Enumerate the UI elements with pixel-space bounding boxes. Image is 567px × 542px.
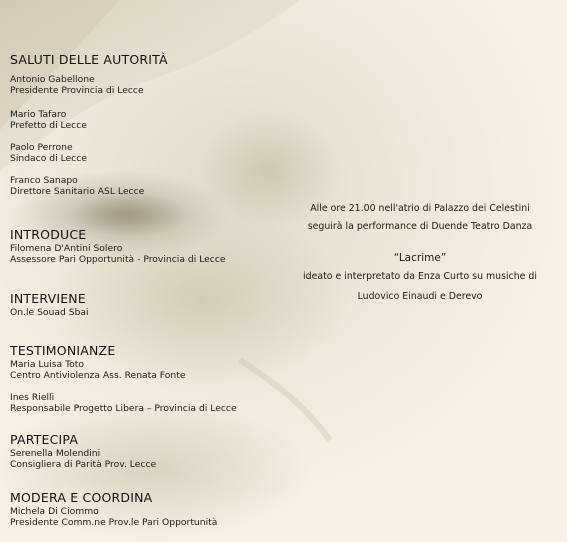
person-role: Responsabile Progetto Libera – Provincia di Lecce [10, 403, 237, 414]
person-name: Ines Rielli [10, 392, 55, 403]
person-name: Mario Tafaro [10, 109, 67, 120]
person-role: Assessore Pari Opportunità - Provincia di Lecce [10, 254, 226, 265]
section-heading-interviene: INTERVIENE [10, 291, 86, 306]
event-title: “Lacrime” [393, 252, 447, 264]
person-role: Centro Antiviolenza Ass. Renata Fonte [10, 370, 186, 381]
person-role: Presidente Provincia di Lecce [10, 85, 144, 96]
event-line-3: ideato e interpretato da Enza Curto su musiche di [303, 271, 537, 282]
event-line-1: Alle ore 21.00 nell'atrio di Palazzo dei Celestini [310, 203, 530, 214]
person-name: On.le Souad Sbai [10, 307, 89, 318]
section-heading-testimonianze: TESTIMONIANZE [10, 343, 116, 358]
event-line-4: Ludovico Einaudi e Derevo [357, 291, 483, 302]
person-name: Franco Sanapo [10, 175, 78, 186]
person-role: Sindaco di Lecce [10, 153, 87, 164]
person-role: Presidente Comm.ne Prov.le Pari Opportunità [10, 517, 218, 528]
person-name: Michela Di Ciommo [10, 506, 99, 517]
person-role: Direttore Sanitario ASL Lecce [10, 186, 145, 197]
event-line-2: seguirà la performance di Duende Teatro Danza [307, 221, 533, 232]
section-heading-introduce: INTRODUCE [10, 227, 87, 242]
section-heading-saluti: SALUTI DELLE AUTORITÀ [10, 52, 168, 67]
person-name: Serenella Molendini [10, 448, 101, 459]
section-heading-partecipa: PARTECIPA [10, 432, 79, 447]
section-heading-modera: MODERA E COORDINA [10, 490, 153, 505]
person-name: Paolo Perrone [10, 142, 73, 153]
person-role: Prefetto di Lecce [10, 120, 87, 131]
person-role: Consigliera di Parità Prov. Lecce [10, 459, 157, 470]
person-name: Maria Luisa Toto [10, 359, 85, 370]
person-name: Antonio Gabellone [10, 74, 95, 85]
person-name: Filomena D'Antini Solero [10, 243, 123, 254]
